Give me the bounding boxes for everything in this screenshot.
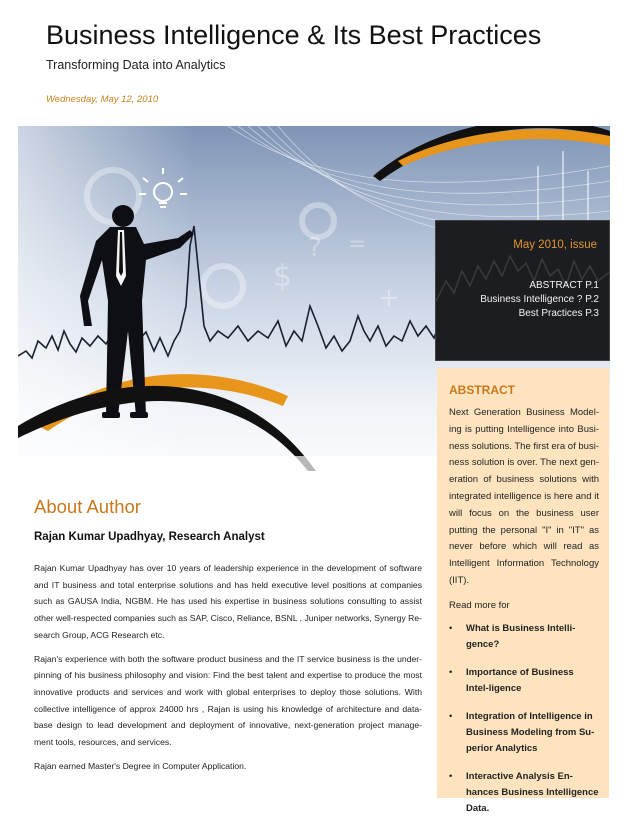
toc-item-best-practices[interactable]: Best Practices P.3 — [518, 308, 599, 319]
bullet-icon: • — [449, 710, 453, 722]
bio-paragraph: Rajan Kumar Upadhyay has over 10 years of leadership experience in the development of software and IT business and total enterprise solutions and has held executive level positions at companies such as GAUSA India, NGBM. He has used his expertise in business solutions consulting to assist other well-respected companies such as SAP, Cisco, Reliance, BSNL , Juniper networks, Synergy Re-search Group, ACG Research etc. — [34, 563, 422, 640]
about-author-heading: About Author — [34, 496, 141, 517]
read-more-link-what-is-bi[interactable] — [449, 621, 599, 653]
bullet-icon: • — [449, 666, 453, 678]
abstract-sidebar — [437, 368, 609, 814]
read-more-link-integration[interactable] — [449, 709, 599, 757]
svg-text:$: $ — [273, 259, 293, 294]
svg-text:+: + — [378, 283, 400, 313]
newsletter-title: Business Intelligence & Its Best Practices — [46, 20, 542, 50]
newsletter-subtitle: Transforming Data into Analytics — [46, 58, 226, 72]
link-label: What is Business Intelli-gence? — [466, 622, 576, 650]
bio-paragraph: Rajan's experience with both the software product business and the IT service business is the under-pinning of his business philosophy and vision: Find the best talent and expertise to produce the most innovative products and services and work with global enterprises to deploy those solutions. With collective intelligence of approx 24000 hrs , Rajan is using his knowledge of architecture and data-base design to lead development and deployment of innovative, next-generation project manage-ment tools, resources, and services. — [34, 653, 422, 748]
read-more-link-importance[interactable] — [449, 665, 599, 697]
bio-paragraph: Rajan earned Master's Degree in Computer Application. — [34, 760, 247, 771]
link-label: Interactive Analysis En-hances Business Intelligence Data. — [466, 770, 599, 814]
link-label: Integration of Intelligence in Business Modeling from Su-perior Analytics — [466, 710, 595, 754]
read-more-label: Read more for — [449, 599, 510, 611]
bullet-icon: • — [449, 622, 453, 634]
table-of-contents — [480, 279, 599, 321]
abstract-heading: ABSTRACT — [449, 383, 515, 397]
bullet-icon: • — [449, 770, 453, 782]
issue-date: Wednesday, May 12, 2010 — [46, 94, 159, 105]
issue-title: May 2010, issue — [513, 239, 597, 251]
toc-item-business-intelligence[interactable]: Business Intelligence ? P.2 — [480, 294, 599, 305]
toc-item-abstract[interactable]: ABSTRACT P.1 — [529, 280, 599, 291]
issue-box — [435, 220, 610, 361]
author-bio — [34, 560, 422, 781]
author-name: Rajan Kumar Upadhyay, Research Analyst — [34, 531, 265, 543]
svg-text:=: = — [348, 232, 367, 257]
svg-text:?: ? — [308, 233, 322, 263]
link-label: Importance of Business Intel-ligence — [466, 666, 574, 694]
read-more-list — [449, 621, 599, 817]
read-more-link-interactive-analysis[interactable] — [449, 769, 599, 817]
abstract-text: Next Generation Business Model-ing is putting Intelligence into Busi-ness solutions. The first era of busi-ness solution is over. The next gen-eration of business solutions with integrated intelligence is here and it will focus on the business user putting the personal "I" in "IT" as never before which will read as Intelligent Information Technology (IIT). — [449, 407, 599, 586]
